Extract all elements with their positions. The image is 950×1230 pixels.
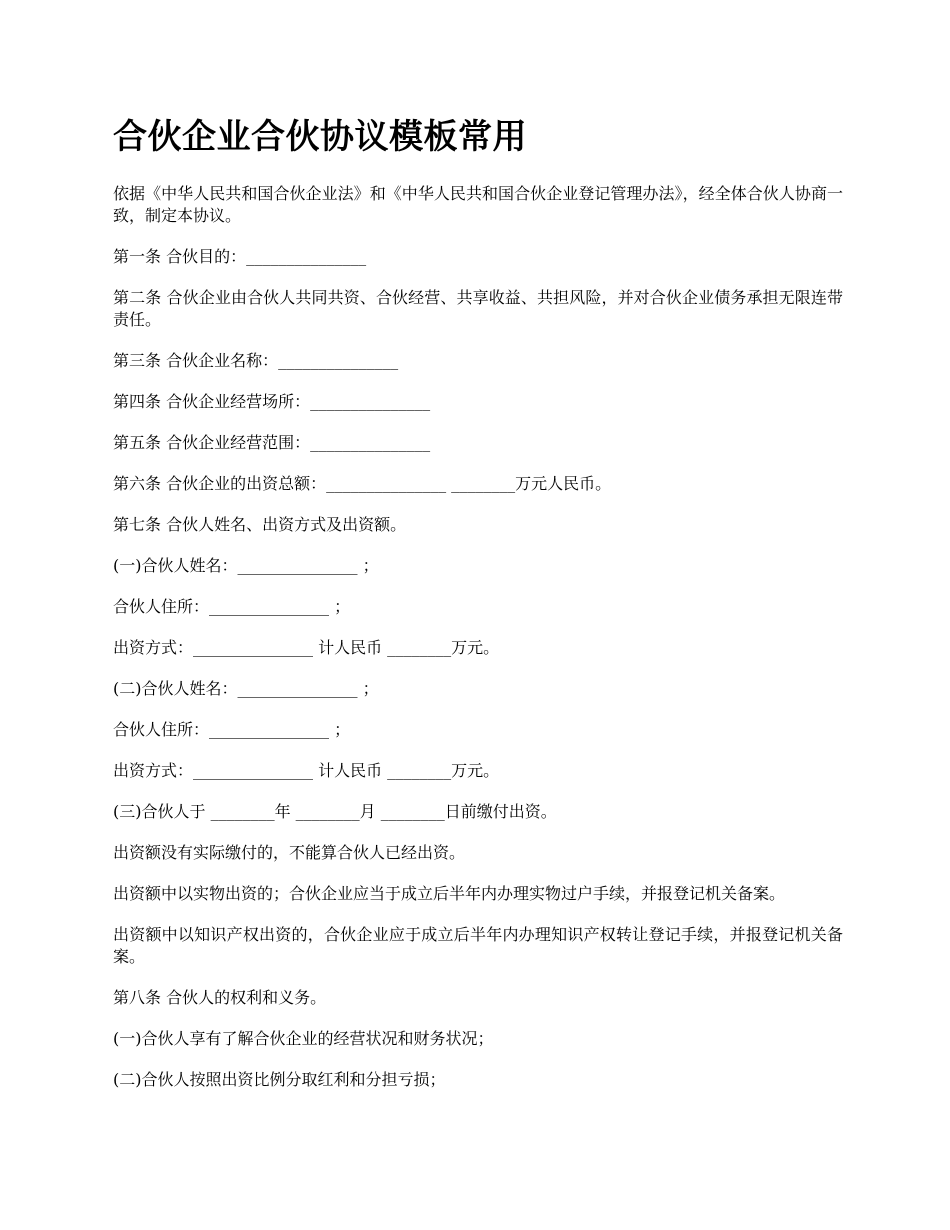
- article-1: 第一条 合伙目的：_______________: [113, 247, 367, 266]
- ip-contribution-note: 出资额中以知识产权出资的，合伙企业应于成立后半年内办理知识产权转让登记手续，并报登记机关备案。: [113, 925, 843, 966]
- partner-1-contribution: 出资方式：_______________ 计人民币 ________万元。: [113, 638, 500, 657]
- article-8: 第八条 合伙人的权利和义务。: [113, 988, 327, 1007]
- article-2: 第二条 合伙企业由合伙人共同共资、合伙经营、共享收益、共担风险，并对合伙企业债务承担无限连带责任。: [113, 288, 843, 329]
- partner-2-contribution: 出资方式：_______________ 计人民币 ________万元。: [113, 761, 500, 780]
- article-6: 第六条 合伙企业的出资总额：_______________ ________万元人民币。: [113, 474, 612, 493]
- article-7: 第七条 合伙人姓名、出资方式及出资额。: [113, 515, 407, 534]
- document-title: 合伙企业合伙协议模板常用: [113, 117, 527, 157]
- article-4: 第四条 合伙企业经营场所：_______________: [113, 392, 431, 411]
- article-3: 第三条 合伙企业名称：_______________: [113, 351, 399, 370]
- document-page: [113, 112, 843, 1110]
- partner-2-name: (二)合伙人姓名：_______________ ；: [113, 679, 379, 698]
- right-2: (二)合伙人按照出资比例分取红利和分担亏损；: [113, 1070, 446, 1089]
- partner-2-address: 合伙人住所：_______________ ；: [113, 720, 351, 739]
- contribution-deadline: (三)合伙人于 ________年 ________月 ________日前缴付出资。: [113, 802, 557, 821]
- unpaid-contribution-note: 出资额没有实际缴付的，不能算合伙人已经出资。: [113, 843, 466, 862]
- in-kind-contribution-note: 出资额中以实物出资的；合伙企业应当于成立后半年内办理实物过户手续，并报登记机关备案。: [113, 884, 786, 903]
- partner-1-name: (一)合伙人姓名：_______________ ；: [113, 556, 379, 575]
- right-1: (一)合伙人享有了解合伙企业的经营状况和财务状况；: [113, 1029, 494, 1048]
- article-5: 第五条 合伙企业经营范围：_______________: [113, 433, 431, 452]
- partner-1-address: 合伙人住所：_______________ ；: [113, 597, 351, 616]
- preamble-paragraph: 依据《中华人民共和国合伙企业法》和《中华人民共和国合伙企业登记管理办法》，经全体合伙人协商一致，制定本协议。: [113, 184, 843, 225]
